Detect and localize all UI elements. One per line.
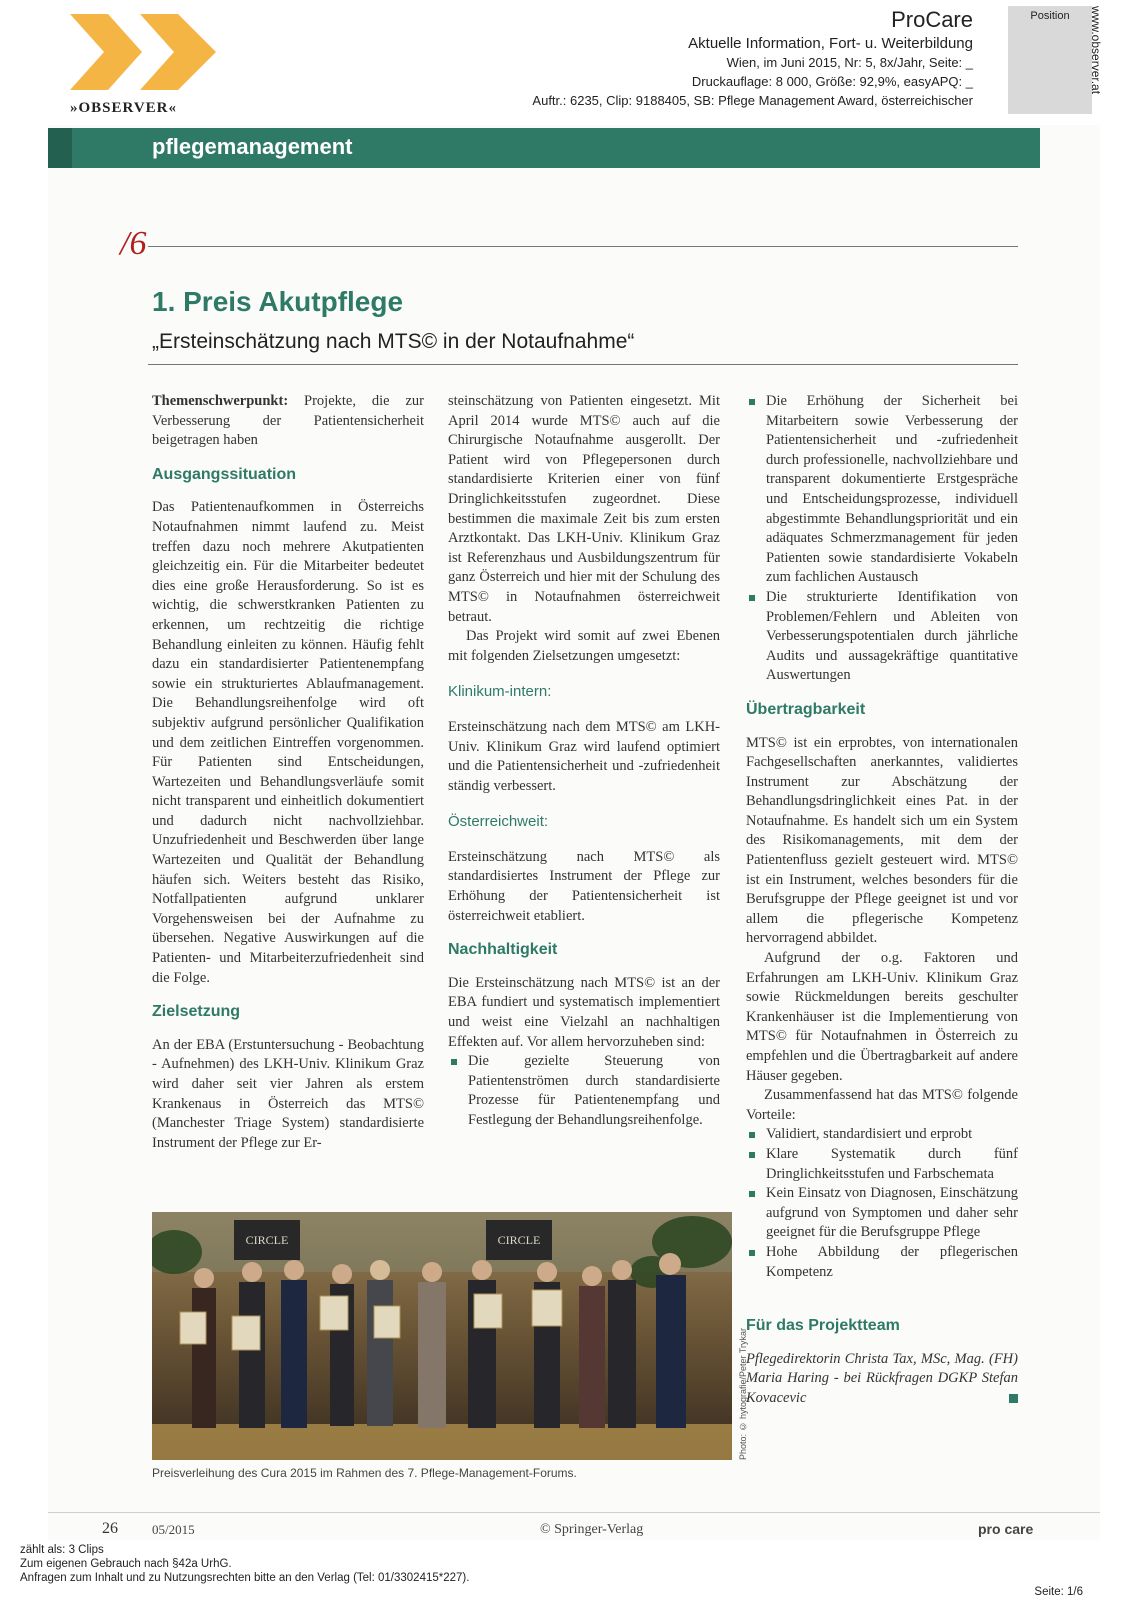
handwritten-mark: /6 <box>120 225 147 262</box>
bullet-list <box>746 1125 1018 1282</box>
title-rule <box>148 364 1018 365</box>
list-item: Validiert, standardisiert und erprobt <box>746 1125 1018 1145</box>
article-title: 1. Preis Akutpflege <box>152 286 404 317</box>
heading-uebertragbarkeit: Übertragbarkeit <box>746 700 866 718</box>
column-2 <box>448 392 720 1131</box>
position-box <box>1008 6 1092 114</box>
paragraph: MTS© ist ein erprobtes, von internationalen Fachgesellschaften anerkanntes, validiertes Instrument zur Abschätzung der Behandlungsdringlichkeit eines Pat. in der Notaufnahme. Es handelt sich um ein System des Risikomanagements, mit dem der Patientenfluss gezielt gesteuert wird. MTS© ist ein Instrument, welches besonders für die Berufsgruppe der Pflege geeignet ist und vor allem die pflegerische Kompetenz hervorragend abbildet. <box>746 734 1018 947</box>
list-item: Klare Systematik durch fünf Dringlichkeitsstufen und Farbschemata <box>746 1145 1018 1184</box>
heading-projektteam: Für das Projektteam <box>746 1317 900 1335</box>
bullet-list <box>746 392 1018 686</box>
paragraph: An der EBA (Erstuntersuchung - Beobachtung - Aufnehmen) des LKH-Univ. Klinikum Graz wird daher seit vier Jahren als erstem Krankenaus in Österreich das MTS© (Manchester Triage System) standardisierte Instrument der Pflege zur Er- <box>152 1036 424 1151</box>
subheading-oesterreichweit: Österreichweit: <box>448 813 549 831</box>
clip-count: zählt als: 3 Clips <box>20 1544 104 1556</box>
copyright-notice: Zum eigenen Gebrauch nach §42a UrhG. <box>20 1558 232 1570</box>
award-photo <box>152 1212 732 1460</box>
end-mark-icon <box>1009 1394 1018 1403</box>
photo-caption: Preisverleihung des Cura 2015 im Rahmen des 7. Pflege-Management-Forums. <box>152 1466 577 1480</box>
circulation-info: Druckauflage: 8 000, Größe: 92,9%, easyAPQ: _ <box>691 74 973 89</box>
list-item: Hohe Abbildung der pflegerischen Kompetenz <box>746 1243 1018 1282</box>
order-info: Auftr.: 6235, Clip: 9188405, SB: Pflege Management Award, österreichischer <box>532 93 973 108</box>
project-team-credit <box>746 1350 1018 1409</box>
footer-rule <box>48 1512 1100 1513</box>
page-count: Seite: 1/6 <box>1034 1586 1083 1598</box>
list-item: Die Erhöhung der Sicherheit bei Mitarbeitern sowie Verbesserung der Patientensicherheit und -zufriedenheit durch professionelle, nachvollziehbare und transparent dokumentierte Erstgespräche und Entscheidungsprozesse, individuell abgestimmte Behandlungspriorität und ein adäquates Schmerzmanagement für jeden Patienten sowie standardisierte Vokabeln zum fachlichen Austausch <box>746 392 1018 588</box>
heading-ausgangssituation: Ausgangssituation <box>152 465 297 483</box>
paragraph: Das Patientenaufkommen in Österreichs Notaufnahmen nimmt laufend zu. Meist treffen dazu noch mehrere Akutpatienten gleichzeitig ein. Für die Mitarbeiter bedeutet dies eine große Herausforderung. So ist es wichtig, die schwerstkranken Patienten zu erkennen, um rechtzeitig die richtige Behandlung einleiten zu können. Häufig fehlt dazu ein standardisierter Patientenempfang sowie ein strukturiertes Ablaufmanagement. Die Behandlungsreihenfolge wird oft subjektiv aufgrund persönlicher Qualifikation und dem zeitlichen Eintreffen vorgenommen. Für Patienten sind Entscheidungen, Wartezeiten und Behandlungsverläufe somit nicht transparent und einheitlich dokumentiert und dadurch nicht nachvollziehbar. Unzufriedenheit und Beschwerden über lange Wartezeiten und Qualität der Behandlung häufen sich. Weiters besteht das Risiko, Notfallpatienten aufgrund unklarer Vorgehensweisen bei der Aufnahme zu übersehen. Negative Auswirkungen auf die Patienten- und Mitarbeiterzufriedenheit sind die Folge. <box>152 499 424 986</box>
paragraph: Das Projekt wird somit auf zwei Ebenen mit folgenden Zielsetzungen umgesetzt: <box>448 628 720 664</box>
publication-description: Aktuelle Information, Fort- u. Weiterbildung <box>688 35 973 52</box>
stage-sign-right: CIRCLE <box>497 1233 541 1247</box>
publisher-notice: © Springer-Verlag <box>540 1522 644 1537</box>
top-rule <box>148 246 1018 247</box>
section-band-tab <box>48 128 72 168</box>
logo-text: »OBSERVER« <box>70 100 177 116</box>
lead-paragraph <box>152 392 424 451</box>
list-item: Die strukturierte Identifikation von Problemen/Fehlern und Ableiten von Verbesserungspotentialen durch jährliche Audits und aussagekräftige quantitative Auswertungen <box>746 588 1018 686</box>
rights-contact: Anfragen zum Inhalt und zu Nutzungsrechten bitte an den Verlag (Tel: 01/3302415*227). <box>20 1572 470 1584</box>
stage-sign-left: CIRCLE <box>245 1233 289 1247</box>
subheading-klinikum-intern: Klinikum-intern: <box>448 683 552 701</box>
paragraph: steinschätzung von Patienten eingesetzt. Mit April 2014 wurde MTS© auch auf die Chirurgische Notaufnahme ausgerollt. Der Patient wird von Pflegepersonen durch standardisierte Kriterien einer von fünf Dringlichkeitsstufen zugeordnet. Diese bestimmen die maximale Zeit bis zum ersten Arztkontakt. Das LKH-Univ. Klinikum Graz ist Referenzhaus und Ausbildungszentrum für ganz Österreich und hier mit der Schulung des MTS© in Notaufnahmen österreichweit betraut. <box>448 393 720 625</box>
bullet-list <box>448 1052 720 1130</box>
paragraph: Ersteinschätzung nach dem MTS© am LKH-Univ. Klinikum Graz wird laufend optimiert und die Patientensicherheit und -zufriedenheit ständig verbessert. <box>448 718 720 794</box>
publication-name: ProCare <box>891 7 973 32</box>
list-item: Kein Einsatz von Diagnosen, Einschätzung aufgrund von Symptomen und daher sehr geeignet für die Berufsgruppe Pflege <box>746 1184 1018 1243</box>
paragraph: Zusammenfassend hat das MTS© folgende Vorteile: <box>746 1087 1018 1123</box>
double-chevron-logo-icon <box>68 6 228 101</box>
project-team-names: Pflegedirektorin Christa Tax, MSc, Mag. (FH) Maria Haring - bei Rückfragen DGKP Stefan Kovacevic <box>746 1350 1018 1406</box>
website-label: www.observer.at <box>1089 6 1103 95</box>
list-item: Die gezielte Steuerung von Patientenströmen durch standardisierte Prozesse für Patientenempfang und Festlegung der Behandlungsreihenfolge. <box>448 1052 720 1130</box>
article-subtitle: „Ersteinschätzung nach MTS© in der Notaufnahme“ <box>152 330 635 353</box>
page-number: 26 <box>102 1520 118 1537</box>
paragraph: Die Ersteinschätzung nach MTS© ist an der EBA fundiert und systematisch implementiert und weist eine Vielzahl an nachhaltigen Effekten auf. Vor allem hervorzuheben sind: <box>448 974 720 1050</box>
column-3 <box>746 392 1018 1409</box>
lead-text: Projekte, die zur Verbesserung der Patientensicherheit beigetragen haben <box>152 393 424 449</box>
paragraph: Ersteinschätzung nach MTS© als standardisiertes Instrument der Pflege zur Erhöhung der Patientensicherheit ist österreichweit etabliert. <box>448 848 720 924</box>
issue-number: 05/2015 <box>152 1522 195 1537</box>
photo-credit: Photo: © hytografie/Peter Trykar <box>738 1327 748 1460</box>
paragraph: Aufgrund der o.g. Faktoren und Erfahrungen am LKH-Univ. Klinikum Graz sowie Rückmeldungen bereits geschulter Krankenhäuser ist die Implementierung von MTS© für Notaufnahmen in Österreich zu empfehlen und die Übertragbarkeit auf andere Häuser gegeben. <box>746 950 1018 1084</box>
lead-label: Themenschwerpunkt: <box>152 393 289 409</box>
section-title: pflegemanagement <box>152 134 353 159</box>
issue-info: Wien, im Juni 2015, Nr: 5, 8x/Jahr, Seite: _ <box>726 55 973 70</box>
position-label: Position <box>1030 10 1070 22</box>
clip-metadata <box>532 6 973 110</box>
group-photo-image <box>152 1212 732 1460</box>
heading-zielsetzung: Zielsetzung <box>152 1003 241 1021</box>
column-1 <box>152 392 424 1153</box>
heading-nachhaltigkeit: Nachhaltigkeit <box>448 941 558 959</box>
clip-footer <box>20 1543 469 1585</box>
magazine-name: pro care <box>978 1521 1034 1537</box>
